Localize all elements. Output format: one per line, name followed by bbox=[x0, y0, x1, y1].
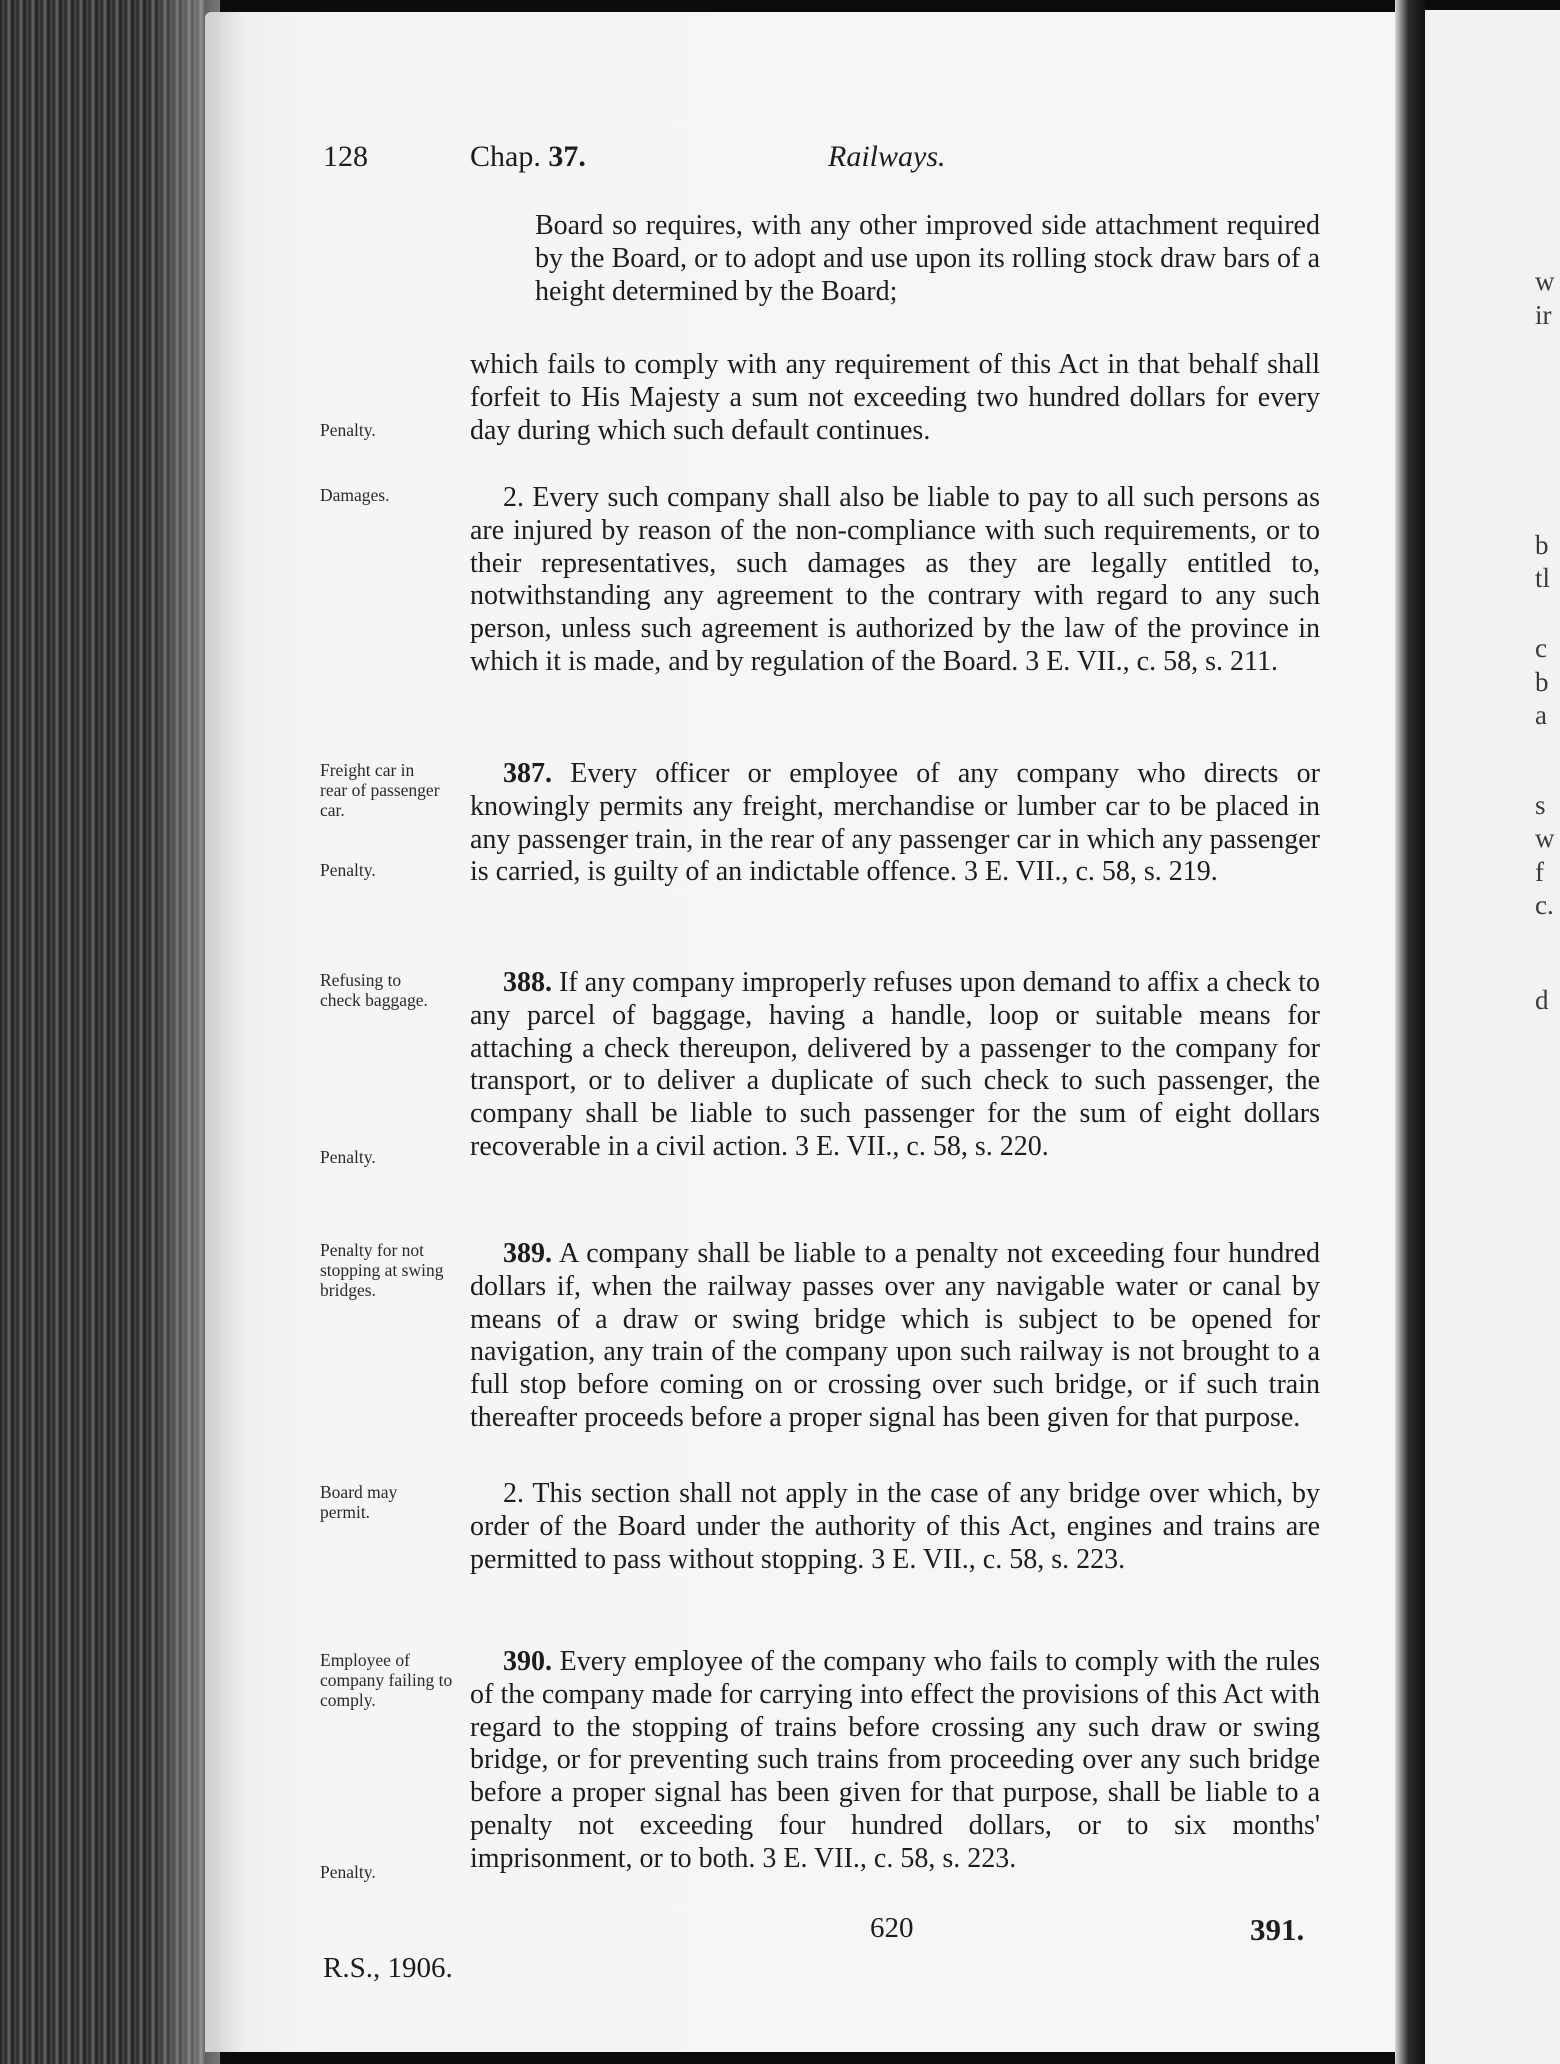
facing-page-fragment: ir bbox=[1535, 300, 1552, 330]
section-389 bbox=[470, 1238, 1320, 1435]
catchword: 391. bbox=[1250, 1912, 1305, 1947]
section-number: 389. bbox=[503, 1238, 552, 1269]
margin-note-employee-failing: Employee of company failing to comply. bbox=[320, 1650, 453, 1710]
section-number: 390. bbox=[503, 1646, 552, 1677]
chapter-prefix: Chap. bbox=[470, 140, 541, 173]
revised-statutes-label: R.S., 1906. bbox=[323, 1952, 453, 1984]
margin-note-swing-bridges: Penalty for not stopping at swing bridges. bbox=[320, 1240, 444, 1300]
chapter-number: 37. bbox=[548, 140, 586, 173]
page-edge-shadow bbox=[150, 0, 220, 2064]
facing-page-fragment: b bbox=[1535, 530, 1549, 560]
facing-page-fragment: a bbox=[1535, 700, 1547, 730]
margin-note-damages: Damages. bbox=[320, 485, 390, 505]
facing-page-fragment: w bbox=[1535, 266, 1555, 296]
section-number: 388. bbox=[503, 967, 552, 998]
facing-page-fragment: tl bbox=[1535, 563, 1551, 593]
facing-page-fragment: f bbox=[1535, 857, 1544, 887]
chapter-heading bbox=[470, 140, 586, 174]
facing-page-fragment: s bbox=[1535, 790, 1546, 820]
margin-note-penalty: Penalty. bbox=[320, 420, 376, 440]
margin-note-penalty: Penalty. bbox=[320, 1862, 376, 1882]
facing-page-fragment: c bbox=[1535, 633, 1547, 663]
page-number: 128 bbox=[323, 140, 368, 173]
section-text: Every officer or employee of any company who directs or knowingly permits any freight, merchandise or lumber car to be placed in any passenger train, in the rear of any passenger car in which any passenger is carried, is guilty of an indictable offence. 3 E. VII., c. 58, s. 219. bbox=[470, 758, 1320, 888]
running-title: Railways. bbox=[828, 140, 946, 173]
section-text: Every employee of the company who fails to comply with the rules of the company made for carrying into effect the provisions of this Act with regard to the stopping of trains before crossing any such draw or swing bridge, or for preventing such trains from proceeding over any such bridge before a proper signal has been given for that purpose, shall be liable to a penalty not exceeding four hundred dollars, or to six months' imprisonment, or to both. 3 E. VII., c. 58, s. 223. bbox=[470, 1646, 1321, 1874]
section-number: 387. bbox=[503, 758, 552, 789]
carryover-penalty-text: which fails to comply with any requirement of this Act in that behalf shall forfeit to His Majesty a sum not exceeding two hundred dollars for every day during which such default continues. bbox=[470, 349, 1320, 446]
section-389-subsection-2: 2. This section shall not apply in the case of any bridge over which, by order of the Board under the authority of this Act, engines and trains are permitted to pass without stopping. 3 E. VII., c. 58, s. 223. bbox=[470, 1478, 1320, 1575]
facing-page-fragment: d bbox=[1535, 985, 1549, 1015]
signature-number: 620 bbox=[870, 1912, 914, 1944]
margin-note-penalty: Penalty. bbox=[320, 860, 376, 880]
section-390 bbox=[470, 1646, 1320, 1876]
margin-note-freight-car: Freight car in rear of passenger car. bbox=[320, 760, 440, 820]
margin-note-refusing-baggage: Refusing to check baggage. bbox=[320, 970, 428, 1010]
facing-page-fragment: c. bbox=[1535, 890, 1554, 920]
carryover-clause: Board so requires, with any other improved side attachment required by the Board, or to adopt and use upon its rolling stock draw bars of a height determined by the Board; bbox=[535, 210, 1320, 307]
section-text: If any company improperly refuses upon demand to affix a check to any parcel of baggage, having a handle, loop or suitable means for attaching a check thereupon, delivered by a passenger to the company for transport, or to deliver a duplicate of such check to such passenger, the company shall be liable to such passenger for the sum of eight dollars recoverable in a civil action. 3 E. VII., c. 58, s. 220. bbox=[470, 967, 1320, 1162]
section-text: A company shall be liable to a penalty not exceeding four hundred dollars if, when the railway passes over any navigable water or canal by means of a draw or swing bridge which is subject to be opened for navigation, any train of the company upon such railway is not brought to a full stop before coming on or crossing over such bridge, or if such train thereafter proceeds before a proper signal has been given for that purpose. bbox=[470, 1238, 1320, 1433]
carryover-damages-text: 2. Every such company shall also be liable to pay to all such persons as are injured by reason of the non-compliance with such requirements, or to their representatives, such damages as they are legally entitled to, notwithstanding any agreement to the contrary with regard to any such person, unless such agreement is authorized by the law of the province in which it is made, and by regulation of the Board. 3 E. VII., c. 58, s. 211. bbox=[470, 482, 1320, 677]
book-gutter bbox=[1395, 0, 1425, 2064]
section-387 bbox=[470, 758, 1320, 889]
margin-note-penalty: Penalty. bbox=[320, 1147, 376, 1167]
section-388 bbox=[470, 967, 1320, 1164]
facing-page-fragment: b bbox=[1535, 667, 1549, 697]
facing-page-fragment: w bbox=[1535, 823, 1555, 853]
margin-note-board-may-permit: Board may permit. bbox=[320, 1482, 398, 1522]
